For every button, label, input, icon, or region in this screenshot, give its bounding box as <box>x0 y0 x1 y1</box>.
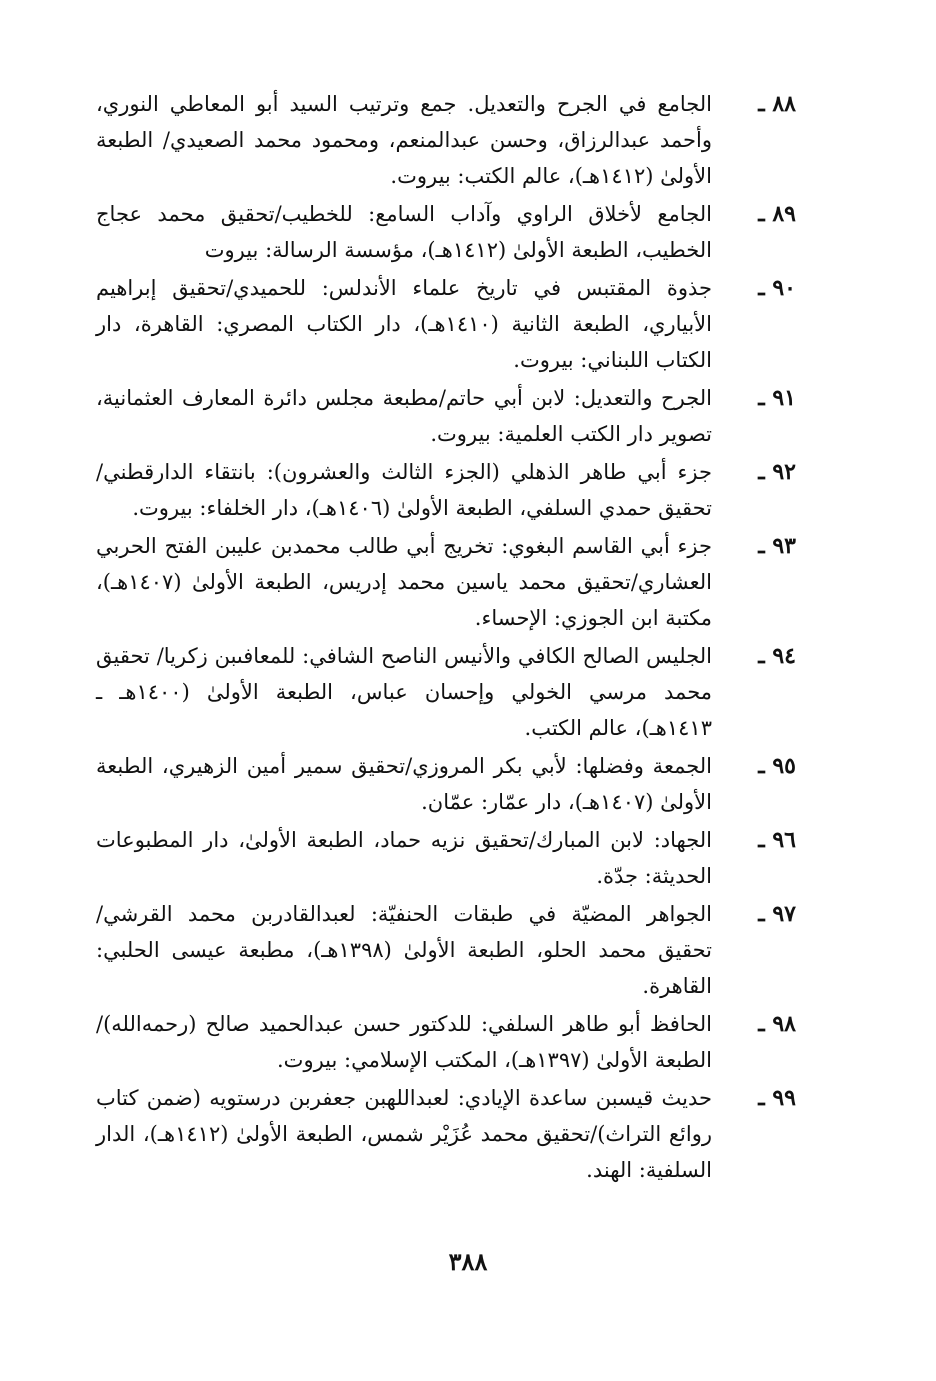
bibliography-entry-97 <box>96 896 796 1004</box>
bibliography-entry-88 <box>96 86 796 194</box>
entry-number: ٩٩ ـ <box>758 1085 796 1111</box>
entry-text: جزء أبي القاسم البغوي: تخريج أبي طالب محمدبن عليبن الفتح الحربي العشاري/تحقيق محمد ياسين محمد إدريس، الطبعة الأولىٰ (١٤٠٧هـ)، مكتبة ابن الجوزي: الإحساء. <box>96 534 712 630</box>
bibliography-entry-95 <box>96 748 796 820</box>
bibliography-entry-93 <box>96 528 796 636</box>
bibliography-entry-92 <box>96 454 796 526</box>
entry-text: الجرح والتعديل: لابن أبي حاتم/مطبعة مجلس دائرة المعارف العثمانية، تصوير دار الكتب العلمية: بيروت. <box>96 386 712 446</box>
entry-number: ٨٩ ـ <box>758 201 796 227</box>
entry-text: حديث قيسبن ساعدة الإيادي: لعبداللهبن جعفربن درستويه (ضمن كتاب روائع التراث)/تحقيق محمد عُزَيْر شمس، الطبعة الأولىٰ (١٤١٢هـ)، الدار السلفية: الهند. <box>96 1086 712 1182</box>
entry-number: ٩٦ ـ <box>758 827 796 853</box>
entry-number: ٩٠ ـ <box>758 275 796 301</box>
entry-number: ٩١ ـ <box>758 385 796 411</box>
entry-text: الجامع لأخلاق الراوي وآداب السامع: للخطيب/تحقيق محمد عجاج الخطيب، الطبعة الأولىٰ (١٤١٢هـ)، مؤسسة الرسالة: بيروت <box>96 202 712 262</box>
entry-number: ٩٤ ـ <box>758 643 796 669</box>
entry-number: ٩٢ ـ <box>758 459 796 485</box>
entry-text: الجليس الصالح الكافي والأنيس الناصح الشافي: للمعافىبن زكريا/ تحقيق محمد مرسي الخولي وإحسان عباس، الطبعة الأولىٰ (١٤٠٠هـ ـ ١٤١٣هـ)، عالم الكتب. <box>96 644 713 740</box>
bibliography-page <box>96 86 796 1190</box>
entry-text: جزء أبي طاهر الذهلي (الجزء الثالث والعشرون): بانتقاء الدارقطني/تحقيق حمدي السلفي، الطبعة الأولىٰ (١٤٠٦هـ)، دار الخلفاء: بيروت. <box>96 460 712 520</box>
bibliography-entry-96 <box>96 822 796 894</box>
bibliography-entry-99 <box>96 1080 796 1188</box>
entry-number: ٩٥ ـ <box>758 753 796 779</box>
entry-text: الحافظ أبو طاهر السلفي: للدكتور حسن عبدالحميد صالح (رحمه‌الله)/ الطبعة الأولىٰ (١٣٩٧هـ)، المكتب الإسلامي: بيروت. <box>96 1012 712 1072</box>
entry-text: الجمعة وفضلها: لأبي بكر المروزي/تحقيق سمير أمين الزهيري، الطبعة الأولىٰ (١٤٠٧هـ)، دار عمّار: عمّان. <box>96 754 712 814</box>
entry-text: الجهاد: لابن المبارك/تحقيق نزيه حماد، الطبعة الأولىٰ، دار المطبوعات الحديثة: جدّة. <box>96 828 712 888</box>
entry-number: ٩٧ ـ <box>758 901 796 927</box>
bibliography-entry-89 <box>96 196 796 268</box>
page-number: ٣٨٨ <box>448 1247 488 1276</box>
bibliography-entry-90 <box>96 270 796 378</box>
bibliography-entry-94 <box>96 638 796 746</box>
entry-number: ٩٨ ـ <box>758 1011 796 1037</box>
entry-text: الجواهر المضيّة في طبقات الحنفيّة: لعبدالقادربن محمد القرشي/ تحقيق محمد الحلو، الطبعة الأولىٰ (١٣٩٨هـ)، مطبعة عيسى الحلبي: القاهرة. <box>96 902 712 998</box>
bibliography-entry-91 <box>96 380 796 452</box>
bibliography-entry-98 <box>96 1006 796 1078</box>
entry-text: جذوة المقتبس في تاريخ علماء الأندلس: للحميدي/تحقيق إبراهيم الأبياري، الطبعة الثانية (١٤١٠هـ)، دار الكتاب المصري: القاهرة، دار الكتاب اللبناني: بيروت. <box>96 276 712 372</box>
entry-number: ٩٣ ـ <box>758 533 796 559</box>
entry-number: ٨٨ ـ <box>758 91 796 117</box>
entry-text: الجامع في الجرح والتعديل. جمع وترتيب السيد أبو المعاطي النوري، وأحمد عبدالرزاق، وحسن عبدالمنعم، ومحمود محمد الصعيدي/ الطبعة الأولىٰ (١٤١٢هـ)، عالم الكتب: بيروت. <box>96 92 712 188</box>
